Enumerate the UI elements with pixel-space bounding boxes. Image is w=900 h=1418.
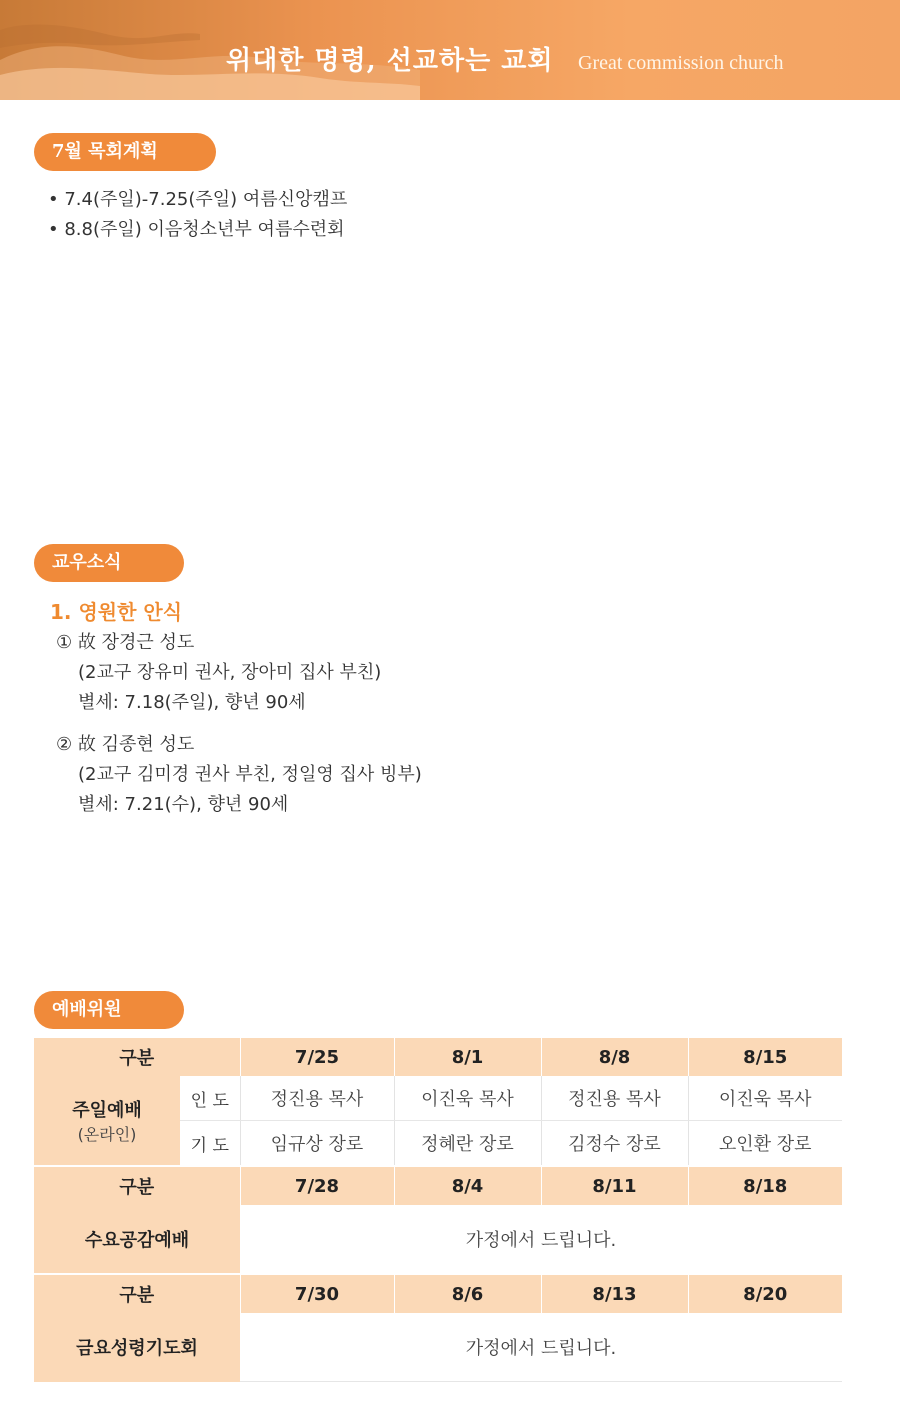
header-category: 구분: [34, 1166, 240, 1205]
deceased-date: 별세: 7.18(주일), 향년 90세: [78, 692, 306, 713]
table-header-row: [34, 1038, 842, 1076]
table-header-row: [34, 1274, 842, 1313]
sunday-service-label: [34, 1076, 180, 1166]
role-label: 기 도: [180, 1121, 240, 1167]
table-header-row: [34, 1166, 842, 1205]
date-header: 8/18: [688, 1166, 842, 1205]
date-header: 8/6: [394, 1274, 541, 1313]
date-header: 8/15: [688, 1038, 842, 1076]
deceased-family: (2교구 장유미 권사, 장아미 집사 부친): [78, 662, 382, 683]
deceased-family: (2교구 김미경 권사 부친, 정일영 집사 빙부): [78, 764, 422, 785]
section-label-monthly-plan: 7월 목회계획: [34, 133, 216, 171]
table-cell: 정진용 목사: [240, 1076, 394, 1121]
section-label-worship-committee: 예배위원: [34, 991, 184, 1029]
role-label: 인 도: [180, 1076, 240, 1121]
service-note: (온라인): [77, 1125, 137, 1144]
plan-item: • 8.8(주일) 이음청소년부 여름수련회: [48, 219, 345, 240]
date-header: 8/8: [541, 1038, 688, 1076]
table-cell: 가정에서 드립니다.: [240, 1205, 842, 1274]
date-header: 8/11: [541, 1166, 688, 1205]
table-cell: 김정수 장로: [541, 1121, 688, 1167]
date-header: 8/13: [541, 1274, 688, 1313]
wednesday-service-label: 수요공감예배: [34, 1205, 240, 1274]
deceased-name: ① 故 장경근 성도: [56, 632, 195, 653]
table-cell: 정혜란 장로: [394, 1121, 541, 1167]
table-cell: 가정에서 드립니다.: [240, 1313, 842, 1382]
table-row: [34, 1076, 842, 1121]
date-header: 8/4: [394, 1166, 541, 1205]
friday-service-label: 금요성령기도회: [34, 1313, 240, 1382]
church-slogan: 위대한 명령, 선교하는 교회: [226, 46, 554, 76]
church-name-english: Great commission church: [578, 52, 784, 74]
date-header: 7/30: [240, 1274, 394, 1313]
table-cell: 정진용 목사: [541, 1076, 688, 1121]
date-header: 8/20: [688, 1274, 842, 1313]
table-cell: 임규상 장로: [240, 1121, 394, 1167]
date-header: 7/25: [240, 1038, 394, 1076]
table-cell: 오인환 장로: [688, 1121, 842, 1167]
plan-item: • 7.4(주일)-7.25(주일) 여름신앙캠프: [48, 189, 348, 210]
date-header: 8/1: [394, 1038, 541, 1076]
service-name: 주일예배: [72, 1100, 142, 1121]
worship-schedule-table: [34, 1038, 842, 1382]
table-row: [34, 1205, 842, 1274]
header-banner: [0, 0, 900, 100]
section-label-member-news: 교우소식: [34, 544, 184, 582]
news-heading-eternal-rest: 1. 영원한 안식: [50, 600, 183, 624]
date-header: 7/28: [240, 1166, 394, 1205]
deceased-name: ② 故 김종현 성도: [56, 734, 195, 755]
header-category: 구분: [34, 1038, 240, 1076]
deceased-date: 별세: 7.21(수), 향년 90세: [78, 794, 289, 815]
table-cell: 이진욱 목사: [688, 1076, 842, 1121]
table-row: [34, 1313, 842, 1382]
header-category: 구분: [34, 1274, 240, 1313]
table-cell: 이진욱 목사: [394, 1076, 541, 1121]
